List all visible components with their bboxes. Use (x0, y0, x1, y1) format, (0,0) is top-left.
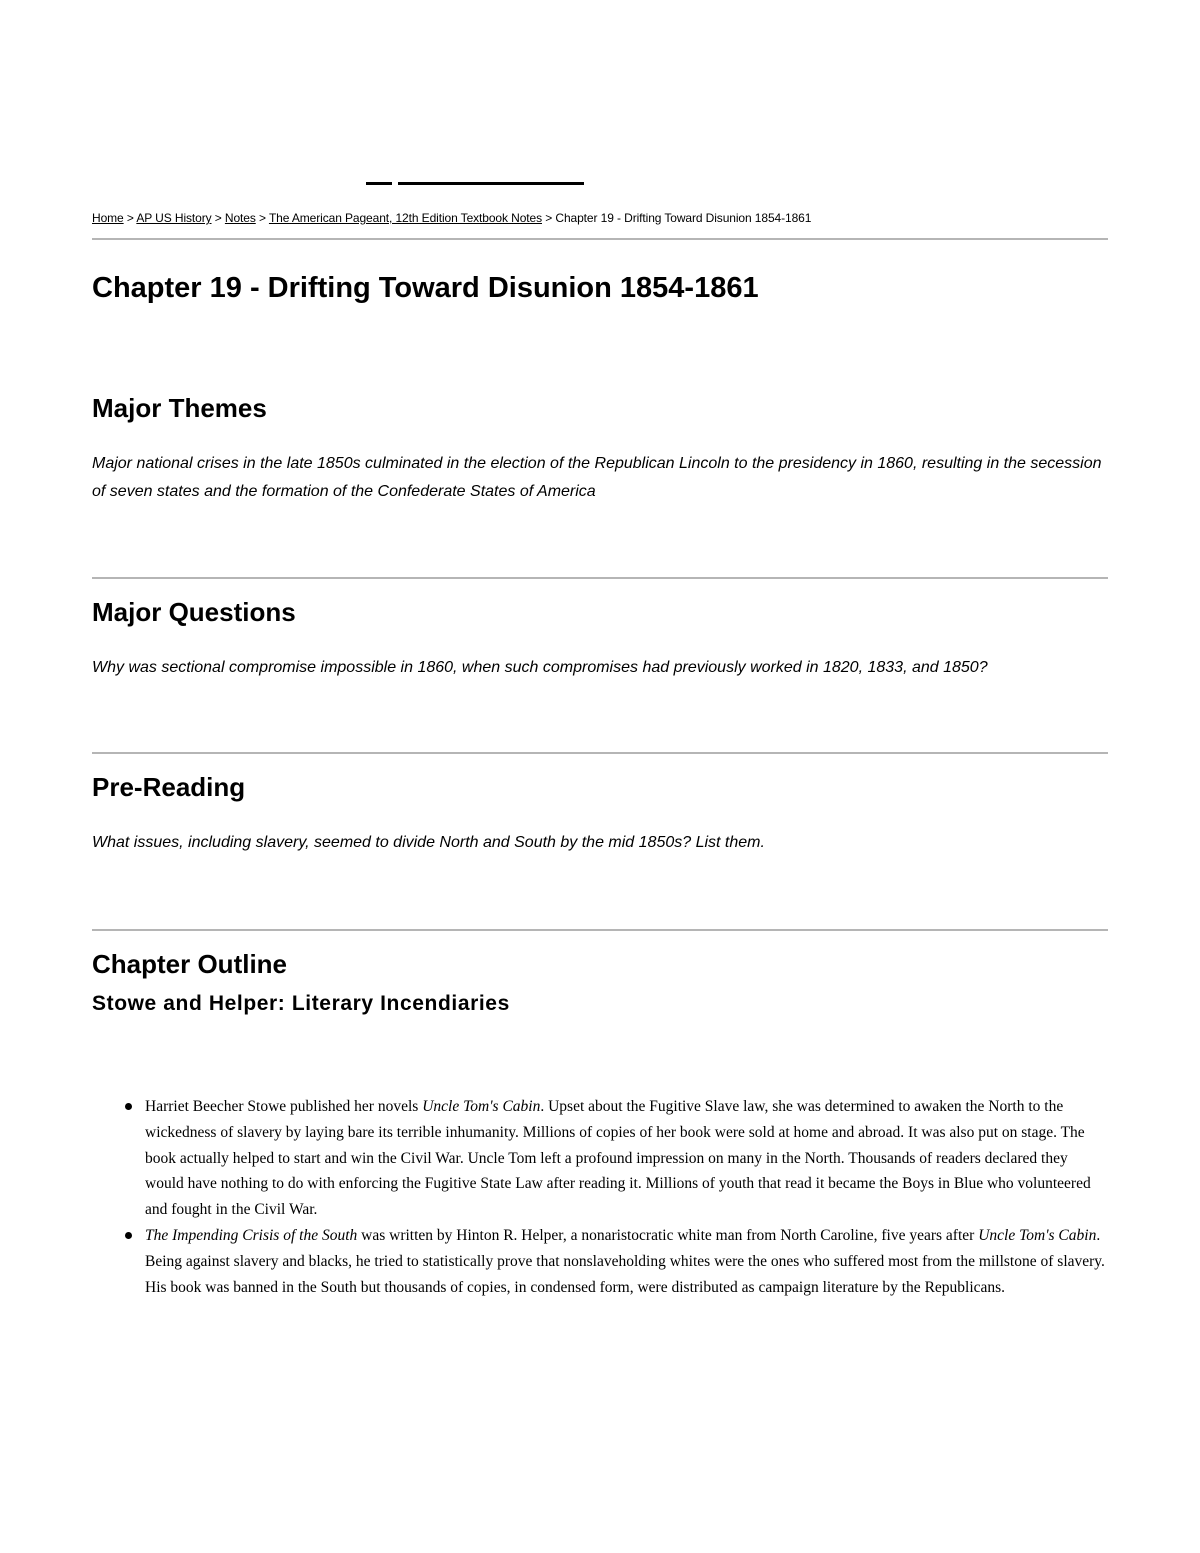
divider (92, 929, 1108, 931)
chapter-outline-heading: Chapter Outline (92, 949, 288, 979)
divider (92, 577, 1108, 579)
list-item-text: . Being against slavery and blacks, he tried to statistically prove that nonslaveholding whites were the ones who suffered most from the millstone of slavery. His book was banned in the South but thousands of copies, in condensed form, were distributed as campaign literature by the Republicans. (145, 1226, 1105, 1296)
breadcrumb-separator: > (255, 211, 269, 225)
breadcrumb-current: Chapter 19 - Drifting Toward Disunion 1854-1861 (555, 211, 812, 225)
pre-reading-text: What issues, including slavery, seemed to divide North and South by the mid 1850s? List them. (92, 834, 765, 851)
breadcrumb (92, 211, 811, 225)
major-questions-heading: Major Questions (92, 597, 296, 627)
breadcrumb-ap-us-history-link[interactable]: AP US History (136, 211, 212, 225)
list-item-text: was written by Hinton R. Helper, a nonaristocratic white man from North Caroline, five years after (357, 1226, 979, 1244)
page-title: Chapter 19 - Drifting Toward Disunion 1854-1861 (92, 272, 759, 304)
breadcrumb-separator: > (211, 211, 225, 225)
list-item (145, 1223, 1108, 1300)
major-themes-heading: Major Themes (92, 393, 267, 423)
major-questions-text: Why was sectional compromise impossible in 1860, when such compromises had previously worked in 1820, 1833, and 1850? (92, 659, 988, 676)
breadcrumb-separator: > (123, 211, 137, 225)
outline-list (92, 1094, 1108, 1300)
major-themes-text: Major national crises in the late 1850s culminated in the election of the Republican Lincoln to the presidency in 1860, resulting in the secession of seven states and the formation of the Confederate States of America (92, 455, 1102, 500)
divider (92, 238, 1108, 240)
list-item (145, 1094, 1108, 1223)
list-item-text: . Upset about the Fugitive Slave law, she was determined to awaken the North to the wickedness of slavery by laying bare its terrible inhumanity. Millions of copies of her book were sold at home and abroad. It was also put on stage. The book actually helped to start and win the Civil War. Uncle Tom left a profound impression on many in the North. Thousands of readers declared they would have nothing to do with enforcing the Fugitive State Law after reading it. Millions of youth that read it became the Boys in Blue who volunteered and fought in the Civil War. (145, 1098, 1091, 1219)
logo-line-long (398, 182, 584, 185)
logo-line-short (366, 182, 392, 185)
book-title: The Impending Crisis of the South (145, 1226, 358, 1244)
site-logo-bar (366, 182, 584, 186)
book-title: Uncle Tom's Cabin (978, 1226, 1097, 1244)
pre-reading-heading: Pre-Reading (92, 772, 246, 802)
list-item-text: Harriet Beecher Stowe published her novels (145, 1098, 423, 1115)
book-title: Uncle Tom's Cabin (422, 1098, 541, 1115)
breadcrumb-textbook-notes-link[interactable]: The American Pageant, 12th Edition Textbook Notes (268, 211, 542, 225)
breadcrumb-separator: > (542, 211, 556, 225)
outline-subheading: Stowe and Helper: Literary Incendiaries (92, 992, 510, 1015)
divider (92, 752, 1108, 754)
breadcrumb-home-link[interactable]: Home (92, 211, 124, 225)
breadcrumb-notes-link[interactable]: Notes (224, 211, 256, 225)
